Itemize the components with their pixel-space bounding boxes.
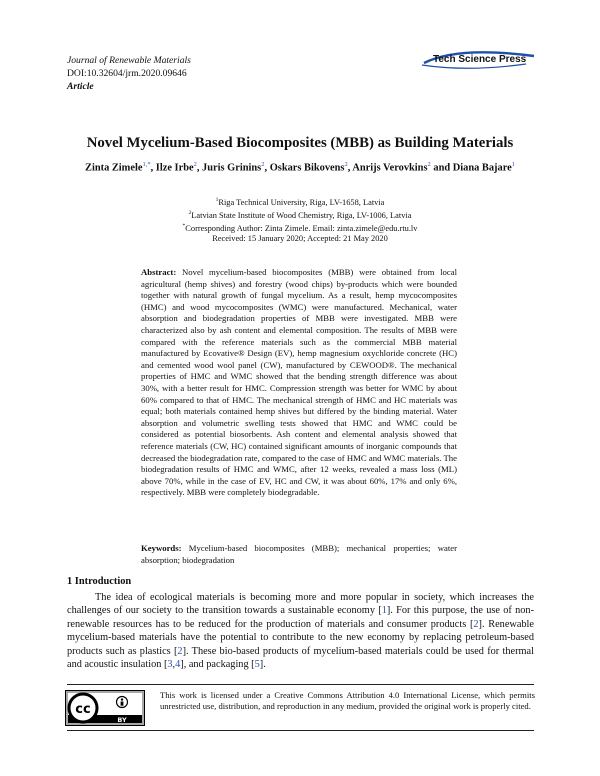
authors-conjunction: and [433,162,451,174]
author: Anrijs Verovkins [352,162,428,174]
author-affiliation-mark: 2 [344,161,348,168]
cc-badge-right-text: BY [117,716,127,724]
abstract [141,267,457,499]
affiliation-text: Latvian State Institute of Wood Chemistry, Riga, LV-1006, Latvia [191,210,412,220]
publisher-logo [418,50,536,70]
affiliation-text: Riga Technical University, Riga, LV-1658, Latvia [218,197,385,207]
author: Juris Grinins [202,162,262,174]
citation-link[interactable]: 3 [167,659,173,671]
author: Ilze Irbe [155,162,194,174]
affiliation-mark: 2 [188,209,192,216]
affiliation-mark: 1 [215,197,219,203]
author-affiliation-mark: 2 [261,161,265,168]
author-affiliation-mark: 1,* [142,161,151,168]
keywords-label: Keywords: [141,543,182,553]
author-affiliation-mark: 2 [193,161,197,168]
affiliation [0,195,600,208]
author: Zinta Zimele [85,162,143,174]
keywords [141,543,457,566]
author-list: Zinta Zimele$^{1,*}$, Ilze Irbe$^2$, Juris Grinins$^2$, Oskars Bikovens$^2$, Anrijs Verovkins$^2$ and Diana Bajare$^1$ [85,161,515,174]
footer-bottom-divider [67,730,534,731]
text-run: ]. Renewable mycelium-based materials have the potential to contribute to the new economy by replacing petroleum-based products such as plastics [ [67,618,534,657]
affiliation-text: Corresponding Author: Zinta Zimele. Email: zinta.zimele@edu.rtu.lv [185,223,418,233]
affiliation [0,208,600,221]
cc-by-badge[interactable] [65,690,145,726]
article-type: Article [67,81,94,92]
section-heading: 1 Introduction [67,576,132,587]
citation-link[interactable]: 1 [381,605,387,617]
doi[interactable]: DOI:10.32604/jrm.2020.09646 [67,68,187,79]
text-run: ]. These bio-based products of mycelium-based materials could be used for thermal and acoustic insulation [ [67,645,534,671]
author: Diana Bajare [452,162,512,174]
abstract-label: Abstract: [141,267,177,277]
text-run: ]. [259,659,266,671]
citation-link[interactable]: 2 [177,645,183,657]
footer-divider [67,684,534,685]
citation-link[interactable]: 5 [254,659,260,671]
license-text: This work is licensed under a Creative Commons Attribution 4.0 International License, which permits unrestricted use, distribution, and reproduction in any medium, provided the original work is properly cited. [160,690,535,711]
journal-header [67,54,191,93]
author: Oskars Bikovens [269,162,345,174]
text-run: The idea of ecological materials is becoming more and more popular in society, which increases the challenges of our society to the transition towards a sustainable economy [ [67,592,534,617]
abstract-text: Novel mycelium-based biocomposites (MBB) were obtained from local agricultural (hemp shives) and forestry (wood chips) by-products which were bounded together with natural growth of fungal mycelium. As a result, hemp mycocomposites (HMC) and wood mycocomposites (WMC) were manufactured. Mechanical, water absorption and biodegradation properties of MBB were investigated. MBB were characterized also by ash content and elemental composition. The results of MBB were compared with the reference materials such as the commercial MBB material manufactured by Ecovative® Design (EV), hemp magnesium oxychloride concrete (HC) and cemented wood wool panel (CW), manufactured by CEWOOD®. The mechanical properties of HMC and WMC showed that the bending strength difference was about 30%, with a better result for HMC. Compression strength was better for WMC by about 60% compared to that of HMC. The mechanical strength of HMC and HC materials was equal; both materials contained hemp shives but differed by the binding material. Water absorption and volumetric swelling tests showed that HMC and WMC could be considered as potential biosorbents. Ash content and elemental analysis showed that reference materials (CW, HC) contained significant amounts of inorganic compounds that decreased the biodegradation rate, compared to the case of HMC and WMC materials. The biodegradation results of HMC and WMC, after 12 weeks, revealed a mass loss (ML) above 70%, while in the case of EV, HC and CW, it was about 60%, 17% and only 6%, respectively. MBB were completely biodegradable. [141,267,458,498]
text-run: ], and packaging [ [180,659,255,671]
paragraph [67,591,534,671]
text-run: ]. For this purpose, the use of non-renewable resources has to be reduced for the production of materials and consumer products [ [67,605,535,630]
author-affiliation-mark: 1 [511,161,515,168]
paper-title: Novel Mycelium-Based Biocomposites (MBB) as Building Materials [86,135,514,151]
introduction-body [67,591,534,671]
cc-badge-left-text: cc [75,702,91,717]
journal-name: Journal of Renewable Materials [67,55,191,66]
citation-link[interactable]: 2 [473,618,479,630]
corresponding-author [0,221,600,234]
keywords-text: Mycelium-based biocomposites (MBB); mechanical properties; water absorption; biodegradation [141,543,457,565]
dates: Received: 15 January 2020; Accepted: 21 May 2020 [212,234,388,244]
affiliation-mark: * [182,222,186,229]
author-affiliation-mark: 2 [427,161,431,168]
text-run: , [172,659,176,671]
creative-commons-icon [65,690,145,726]
publisher-name: Tech Science Press [433,54,527,65]
affiliations [0,195,600,244]
citation-link[interactable]: 4 [175,659,181,671]
